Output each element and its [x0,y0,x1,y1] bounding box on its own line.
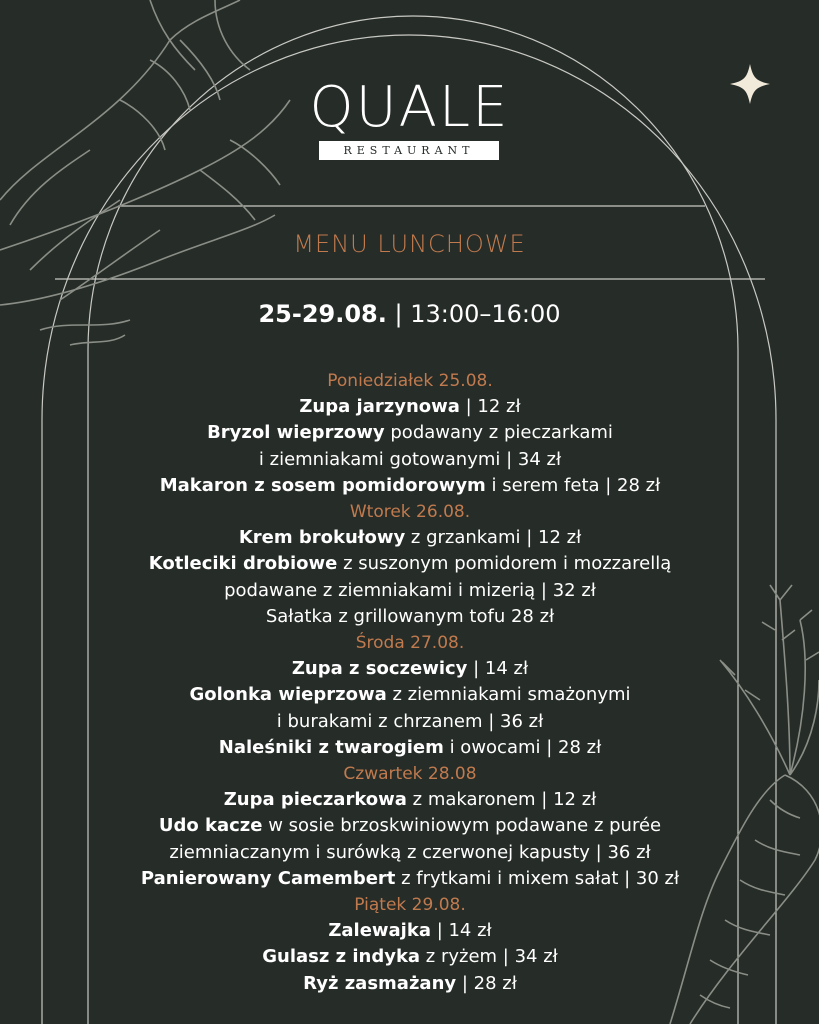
menu-item [90,551,730,577]
menu-item [90,394,730,420]
dish-name: Zupa z soczewicy [291,658,468,680]
day-heading: Piątek 29.08. [354,895,466,916]
dish-name: Naleśniki z twarogiem [218,736,444,758]
dish-details: z suszonym pomidorem i mozzarellą [337,553,672,575]
menu-item [90,735,730,761]
dish-details: | 14 zł [430,920,492,942]
menu-item [90,656,730,682]
dish-name: Krem brokułowy [238,527,406,549]
day-heading: Środa 27.08. [355,633,465,654]
menu-item [90,578,730,604]
dish-details: | 14 zł [467,658,529,680]
menu-item [90,918,730,944]
menu-list [90,368,730,997]
menu-item [90,840,730,866]
menu-item [90,944,730,970]
dish-details: podawane z ziemniakami i mizerią | 32 zł [224,579,596,601]
dish-name: Udo kacze [158,815,263,837]
dish-details: w sosie brzoskwiniowym podawane z purée [262,815,662,837]
menu-item [90,971,730,997]
day-heading: Poniedziałek 25.08. [327,371,493,391]
menu-item [90,682,730,708]
dish-name: Panierowany Camembert [140,867,396,889]
dish-details: i serem feta | 28 zł [485,474,661,496]
menu-item [90,473,730,499]
day-heading: Czwartek 28.08 [343,764,477,785]
day-heading: Wtorek 26.08. [349,502,471,523]
dish-name: Kotleciki drobiowe [148,553,338,575]
date-range-hours: 13:00–16:00 [410,300,561,328]
dish-details: | 12 zł [459,396,521,418]
kale-leaf-illustration [0,0,290,345]
date-range [0,300,819,328]
dish-name: Bryzol wieprzowy [207,422,385,444]
menu-item [90,866,730,892]
dish-details: z grzankami | 12 zł [405,527,582,549]
dish-name: Zalewajka [328,920,431,942]
menu-item [90,447,730,473]
dish-details: Sałatka z grillowanym tofu 28 zł [265,605,555,627]
dish-details: podawany z pieczarkami [384,422,613,444]
menu-item [90,813,730,839]
date-separator: | [386,300,411,328]
dish-details: i burakami z chrzanem | 36 zł [276,710,544,732]
dish-name: Zupa pieczarkowa [223,789,407,811]
dish-details: i owocami | 28 zł [443,736,602,758]
dish-name: Makaron z sosem pomidorowym [159,474,486,496]
menu-item [90,420,730,446]
dish-details: z ryżem | 34 zł [420,946,558,968]
dish-details: ziemniaczanym i surówką z czerwonej kapusty | 36 zł [169,841,651,863]
dish-name: Zupa jarzynowa [299,396,460,418]
dish-details: | 28 zł [456,972,517,994]
date-range-days: 25-29.08. [258,300,387,328]
menu-item [90,709,730,735]
menu-item [90,787,730,813]
dish-details: z ziemniakami smażonymi [386,684,631,706]
brand-logo-subtitle: RESTAURANT [319,141,499,160]
menu-item [90,525,730,551]
menu-title: MENU LUNCHOWE [293,230,526,258]
dish-name: Gulasz z indyka [262,946,421,968]
menu-item [90,604,730,630]
dish-name: Golonka wieprzowa [189,684,387,706]
dish-name: Ryż zasmażany [303,972,457,994]
dish-details: z makaronem | 12 zł [406,789,597,811]
dish-details: i ziemniakami gotowanymi | 34 zł [258,448,562,470]
brand-logo-wordmark: QUALE [309,75,510,140]
dish-details: z frytkami i mixem sałat | 30 zł [395,867,680,889]
